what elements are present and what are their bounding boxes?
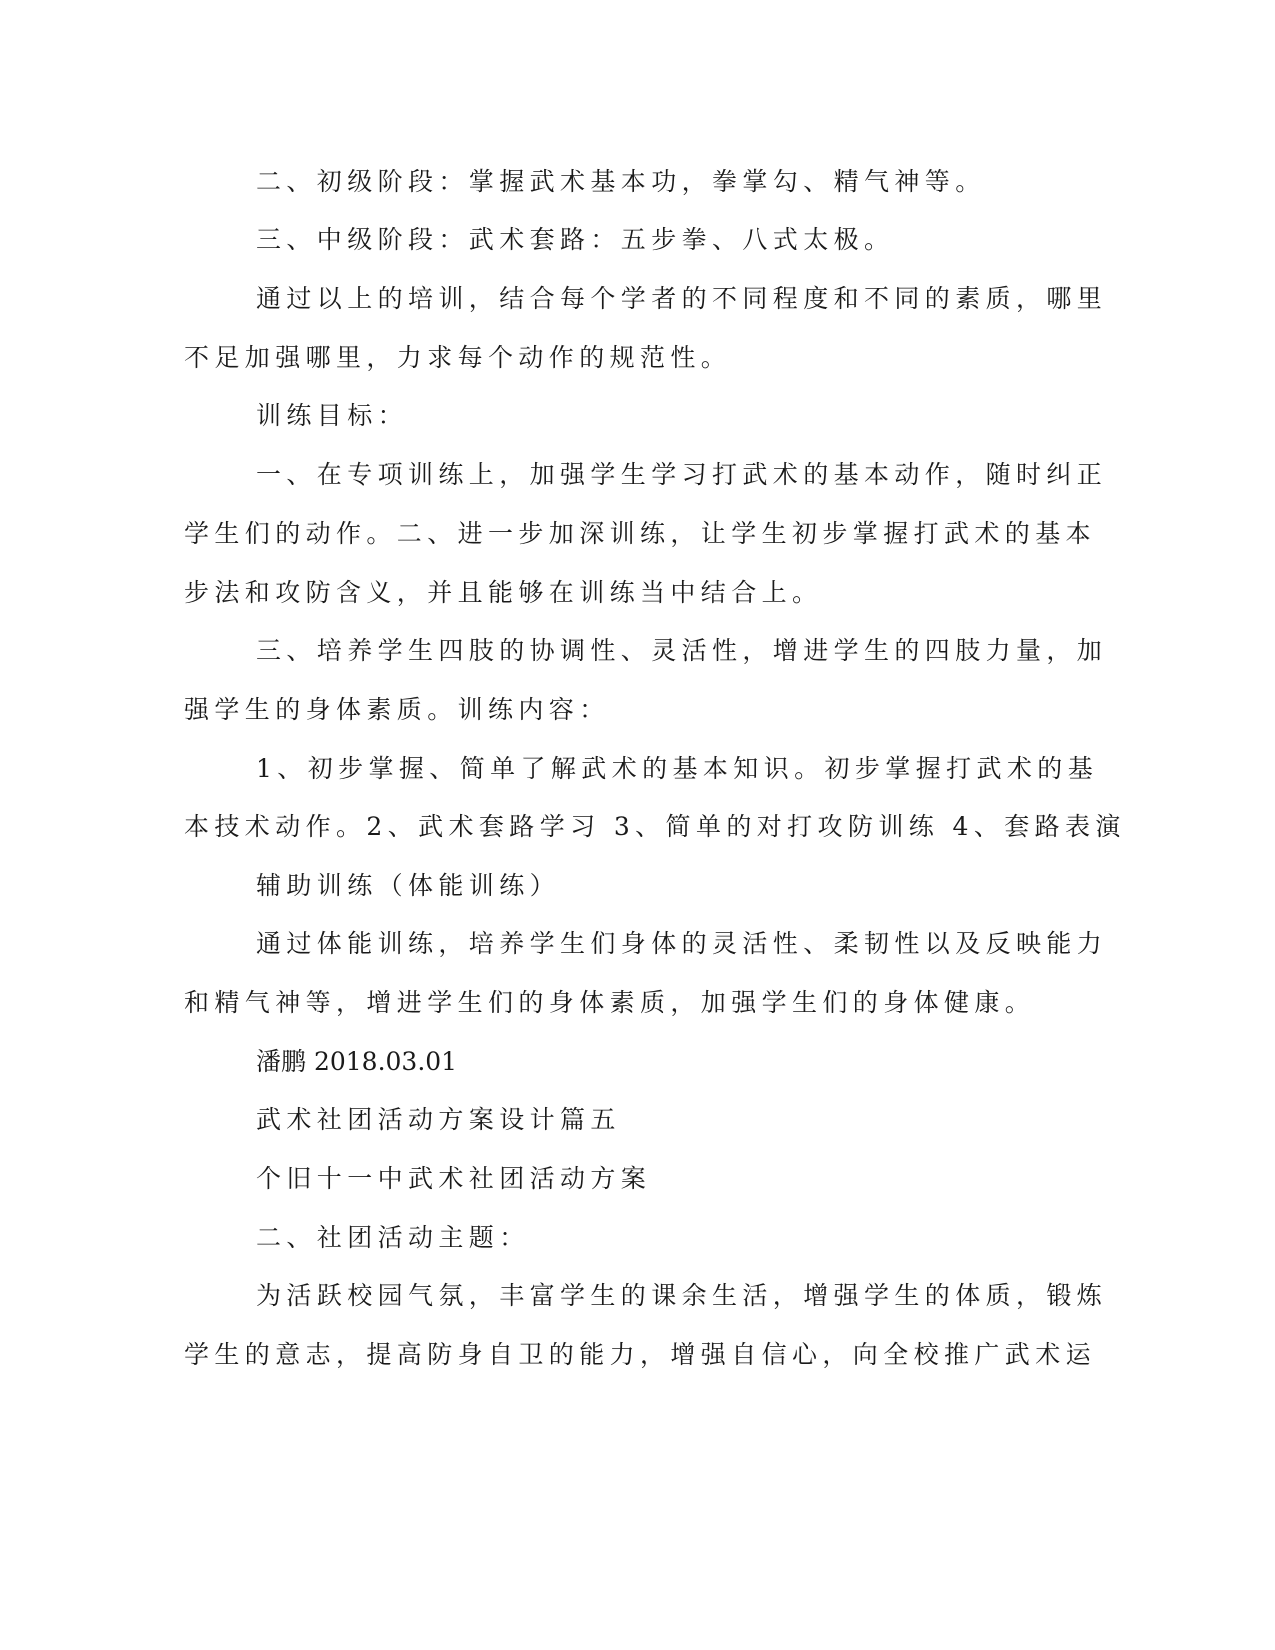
paragraph-line: 一、在专项训练上，加强学生学习打武术的基本动作，随时纠正 [256,460,1108,489]
paragraph-line: 学生们的动作。二、进一步加深训练，让学生初步掌握打武术的基本 [184,519,1097,548]
signature-date-line: 潘鹏 2018.03.01 [256,1047,458,1076]
paragraph-line: 为活跃校园气氛，丰富学生的课余生活，增强学生的体质，锻炼 [256,1281,1108,1310]
section-heading: 个旧十一中武术社团活动方案 [256,1164,652,1193]
paragraph-line: 和精气神等，增进学生们的身体素质，加强学生们的身体健康。 [184,988,1036,1017]
paragraph-line: 本技术动作。2、武术套路学习 3、简单的对打攻防训练 4、套路表演 [184,812,1126,841]
paragraph-line: 步法和攻防含义，并且能够在训练当中结合上。 [184,578,823,607]
section-heading: 武术社团活动方案设计篇五 [256,1105,621,1134]
section-heading: 训练目标： [256,401,409,430]
section-heading: 辅助训练（体能训练） [256,871,561,900]
section-heading: 二、社团活动主题： [256,1223,530,1252]
paragraph-line: 三、中级阶段：武术套路：五步拳、八式太极。 [256,225,895,254]
paragraph-line: 通过以上的培训，结合每个学者的不同程度和不同的素质，哪里 [256,284,1108,313]
paragraph-line: 通过体能训练，培养学生们身体的灵活性、柔韧性以及反映能力 [256,929,1108,958]
paragraph-line: 二、初级阶段：掌握武术基本功，拳掌勾、精气神等。 [256,167,986,196]
paragraph-line: 1、初步掌握、简单了解武术的基本知识。初步掌握打武术的基 [256,754,1099,783]
paragraph-line: 学生的意志，提高防身自卫的能力，增强自信心，向全校推广武术运 [184,1340,1097,1369]
paragraph-line: 强学生的身体素质。训练内容： [184,695,610,724]
paragraph-line: 三、培养学生四肢的协调性、灵活性，增进学生的四肢力量，加 [256,636,1108,665]
paragraph-line: 不足加强哪里，力求每个动作的规范性。 [184,343,732,372]
